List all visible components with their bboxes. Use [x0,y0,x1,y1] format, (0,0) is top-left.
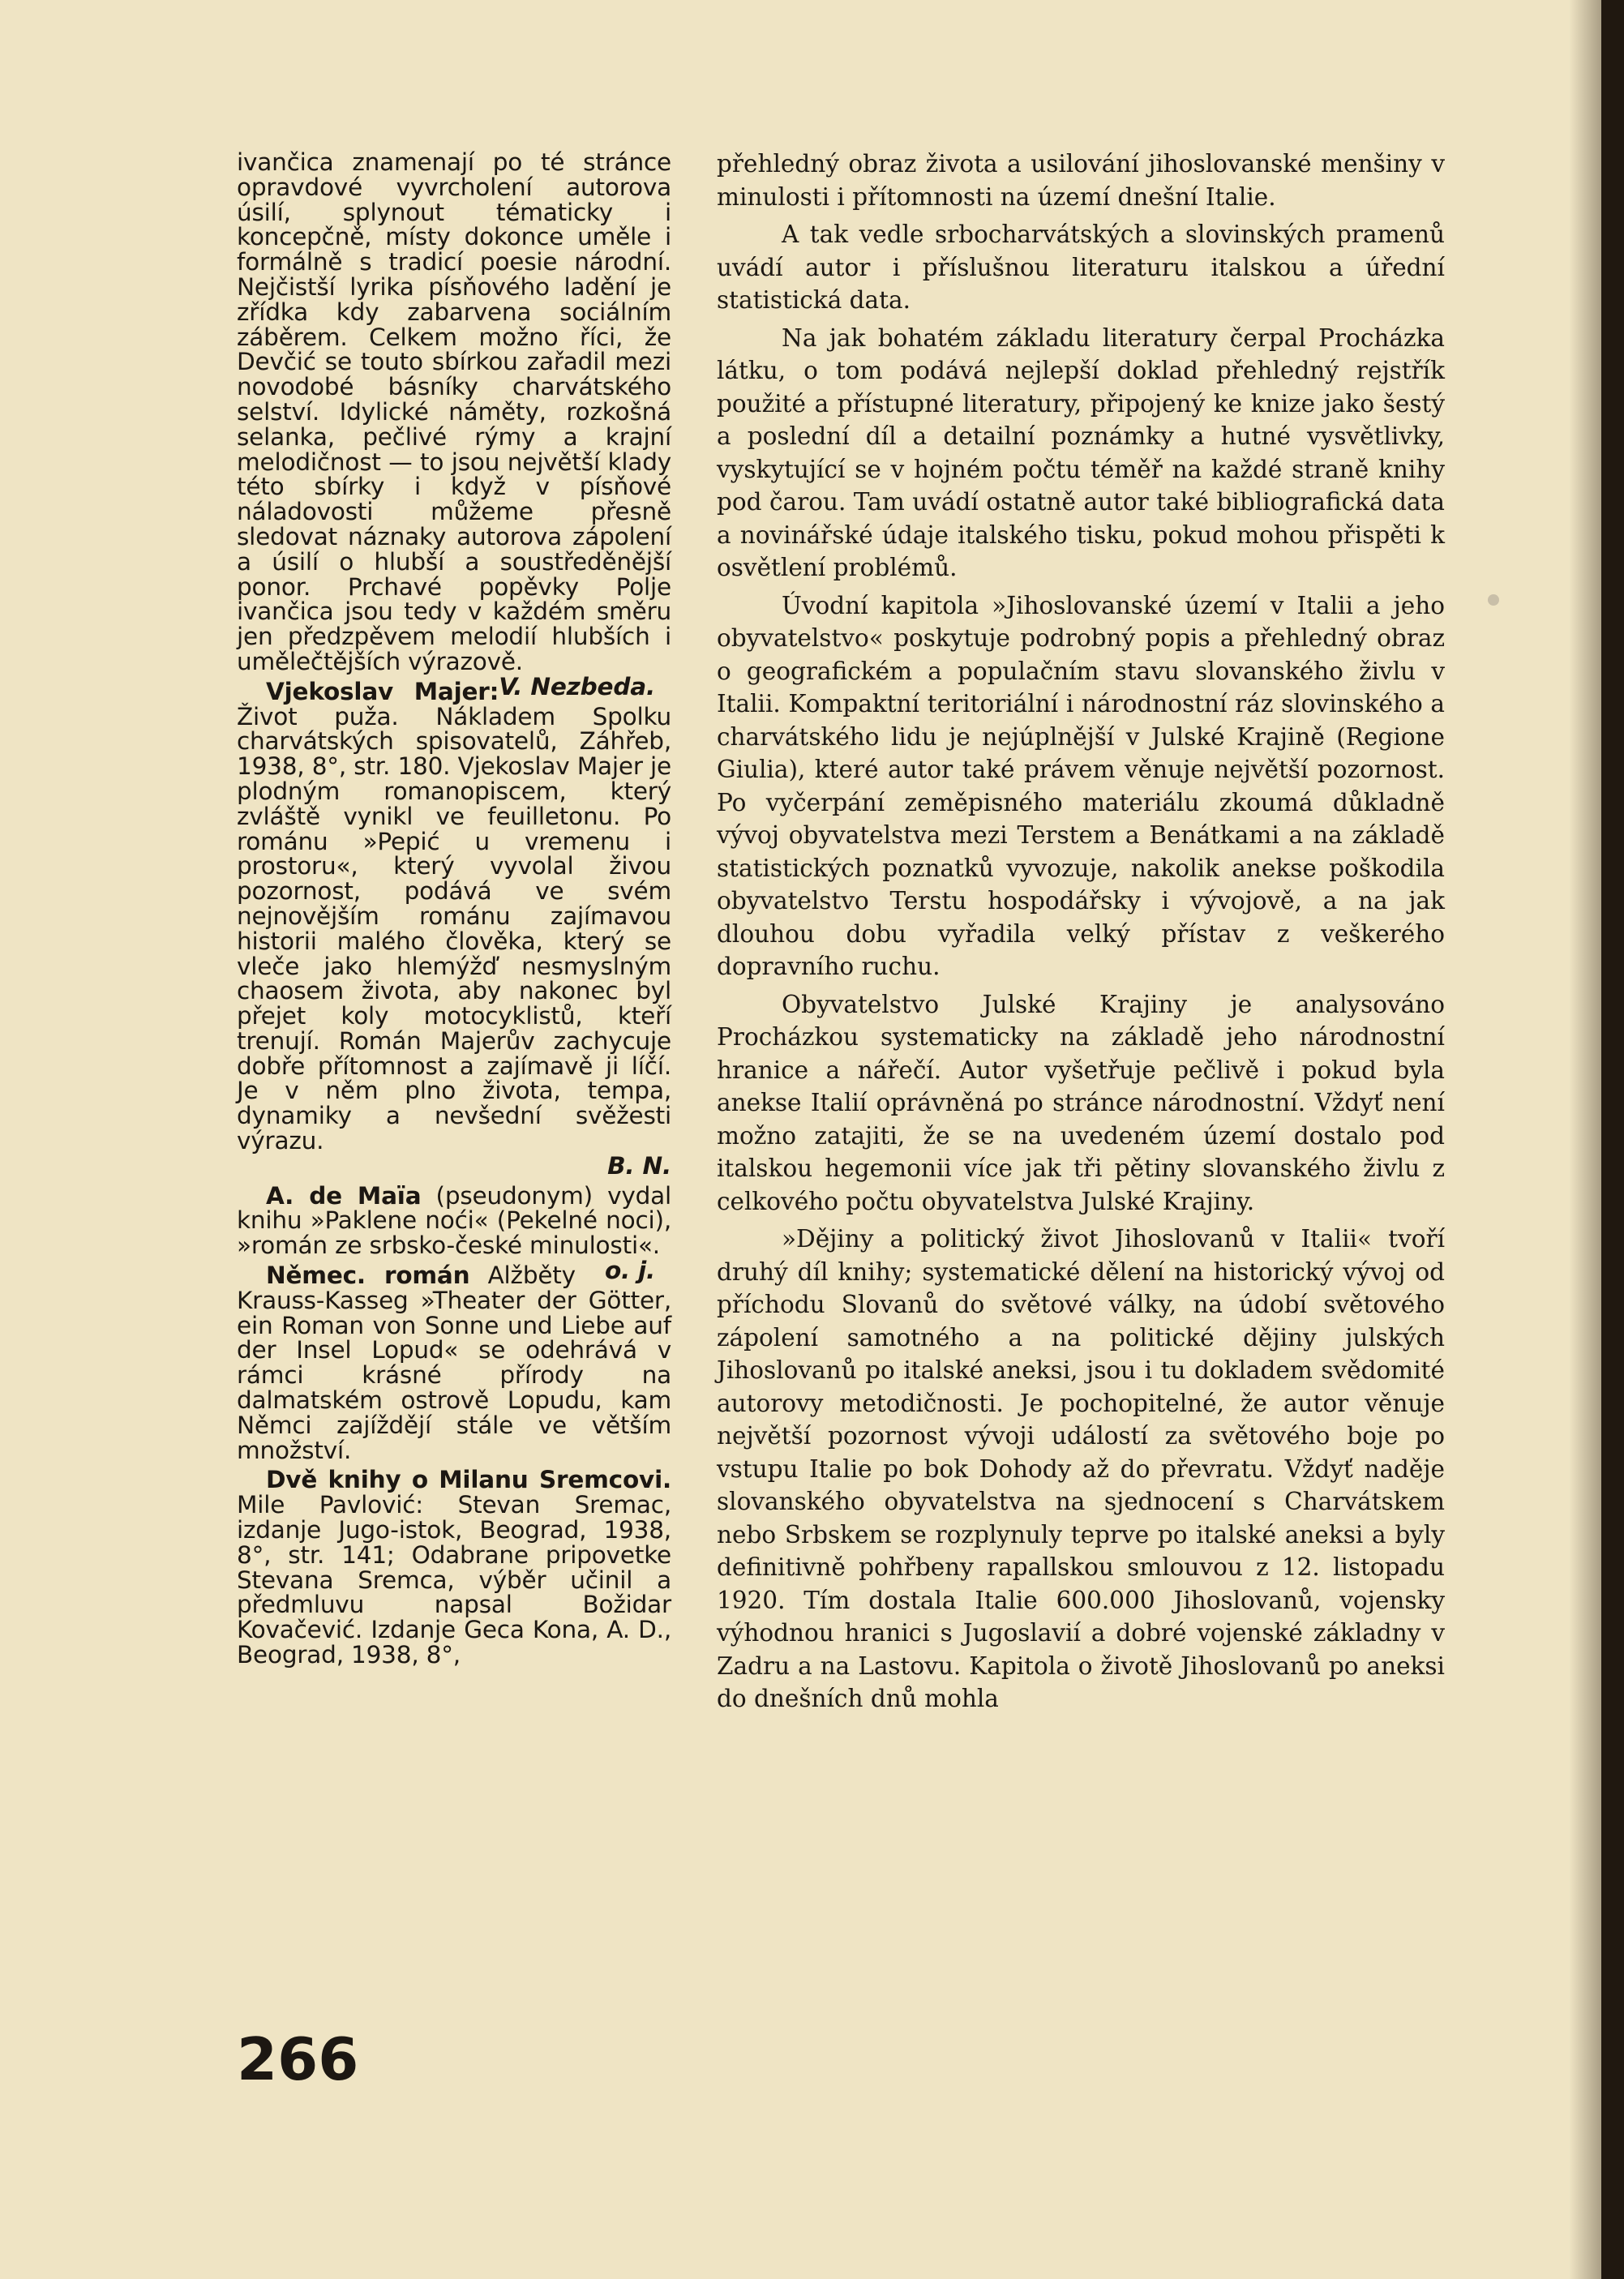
review-sremac [237,1467,671,1667]
left-column [237,150,671,1668]
right-paragraph: »Dějiny a politický život Jihoslovanů v Italii« tvoří druhý díl knihy; systematické dělení na historický vývoj od příchodu Slovanů do světové války, na údobí světového zápolení samotného a na politické dějiny julských Jihoslovanů po italské aneksi, jsou i tu dokladem svědomité autorovy metodičnosti. Je pochopitelné, že autor věnuje největší pozornost vývoji událostí za světového boje po vstupu Italie po bok Dohody až do převratu. Vždyť naděje slovanského obyvatelstva na sjednocení s Charvátskem nebo Srbskem se rozplynuly teprve po italské aneksi a byly definitivně pohřbeny rapallskou smlouvou z 12. listopadu 1920. Tím dostala Italie 600.000 Jihoslovanů, vojensky výhodnou hranici s Jugoslavií a dobré vojenské základny v Zadru a na Lastovu. Kapitola o životě Jihoslovanů po aneksi do dnešních dnů mohla [717,1225,1445,1712]
review-majer [237,679,671,1179]
review-devcic-signature: V. Nezbeda. [499,672,655,700]
review-majer-text: Život puža. Nákladem Spolku charvátských spisovatelů, Záhřeb, 1938, 8°, str. 180. Vjekoslav Majer je plodným romanopiscem, který zvláště vynikl ve feuilletonu. Po románu »Pepić u vremenu i prostoru«, který vyvolal živou pozornost, podává ve svém nejnovějším románu zajímavou historii malého člověka, který se vleče jako hlemýžď nesmyslným chaosem života, aby nakonec byl přejet koly motocyklistů, kteří trenují. Román Majerův zachycuje dobře přítomnost a zajímavě ji líčí. Je v něm plno života, tempa, dynamiky a nevšední svěžesti výrazu. [237,702,671,1155]
review-sremac-title: Dvě knihy o Milanu Sremcovi. [266,1466,671,1494]
right-paragraph: přehledný obraz života a usilování jihoslovanské menšiny v minulosti i přítomnosti na území dnešní Italie. [717,150,1445,211]
page-edge [1601,0,1624,2279]
right-paragraph: A tak vedle srbocharvátských a slovinských pramenů uvádí autor i příslušnou literaturu italskou a úřední statistická data. [717,221,1445,314]
review-maia-signature: o. j. [604,1257,655,1285]
review-majer-signature: B. N. [607,1151,671,1180]
right-paragraph: Obyvatelstvo Julské Krajiny je analysováno Procházkou systematicky na základě jeho národnostní hranice a nářečí. Autor vyšetřuje pečlivě i pokud byla anekse Italií oprávněná po stránce národnostní. Vždyť není možno zatajiti, že se na uvedeném území dostalo pod italskou hegemonii více jak tři pětiny slovanského živlu z celkového počtu obyvatelstva Julské Krajiny. [717,990,1445,1215]
page-number: 266 [237,2025,359,2093]
review-krauss-text: Alžběty Krauss-Kasseg »Theater der Götter, ein Roman von Sonne und Liebe auf der Insel Lopud« se odehrává v rámci krásné přírody na dalmatském ostrově Lopudu, kam Němci zajíždějí stále ve větším množství. [237,1262,671,1464]
paper-spot [1488,594,1499,606]
right-paragraph: Úvodní kapitola »Jihoslovanské území v Italii a jeho obyvatelstvo« poskytuje podrobný popis a přehledný obraz o geografickém a populačním stavu slovanského živlu v Italii. Kompaktní teritoriální i národnostní ráz slovinského a charvátského lidu je nejúplnější v Julské Krajině (Regione Giulia), které autor také právem věnuje největší pozornost. Po vyčerpání zeměpisného materiálu zkoumá důkladně vývoj obyvatelstva mezi Terstem a Benátkami a na základě statistických poznatků vyvozuje, nakolik anekse poškodila obyvatelstvo Terstu hospodářsky i vývojově, a na jak dlouhou dobu vyřadila velký přístav z veškerého dopravního ruchu. [717,591,1445,980]
right-paragraph: Na jak bohatém základu literatury čerpal Procházka látku, o tom podává nejlepší doklad přehledný rejstřík použité a přístupné literatury, připojený ke knize jako šestý a poslední díl a detailní poznámky a hutné vysvětlivky, vyskytující se v hojném počtu téměř na každé straně knihy pod čarou. Tam uvádí ostatně autor také bibliografická data a novinářské údaje italského tisku, pokud mohou přispěti k osvětlení problémů. [717,323,1445,581]
page-binding-shadow [1569,0,1601,2279]
right-column [717,148,1445,1716]
review-maia-text: (pseudonym) vydal knihu »Paklene noći« (Pekelné noci), »román ze srbsko-české minulosti«. [237,1181,671,1260]
review-maia-title: A. de Maïa [266,1181,422,1210]
review-majer-title: Vjekoslav Majer: [266,677,499,705]
review-devcic-text: ivančica znamenají po té stránce opravdové vyvrcholení autorova úsilí, splynout tématicky i koncepčně, místy dokonce uměle i formálně s tradicí poesie národní. Nejčistší lyrika písňového ladění je zřídka kdy zabarvena sociálním záběrem. Celkem možno říci, že Devčić se touto sbírkou zařadil mezi novodobé básníky charvátského selství. Idylické náměty, rozkošná selanka, pečlivé rýmy a krajní melodičnost — to jsou největší klady této sbírky i když v písňové náladovosti můžeme přesně sledovat náznaky autorova zápolení a úsilí o hlubší a soustředěnější ponor. Prchavé popěvky Polje ivančica jsou tedy v každém směru jen předzpěvem melodií hlubších i umělečtějších výrazově. [237,148,671,675]
review-krauss-kasseg [237,1263,671,1463]
review-krauss-title: Němec. román [266,1262,470,1290]
review-sremac-text: Mile Pavlović: Stevan Sremac, izdanje Jugo-istok, Beograd, 1938, 8°, str. 141; Odabrane pripovetke Stevana Sremca, výběr učinil a předmluvu napsal Božidar Kovačević. Izdanje Geca Kona, A. D., Beograd, 1938, 8°, [237,1491,671,1669]
